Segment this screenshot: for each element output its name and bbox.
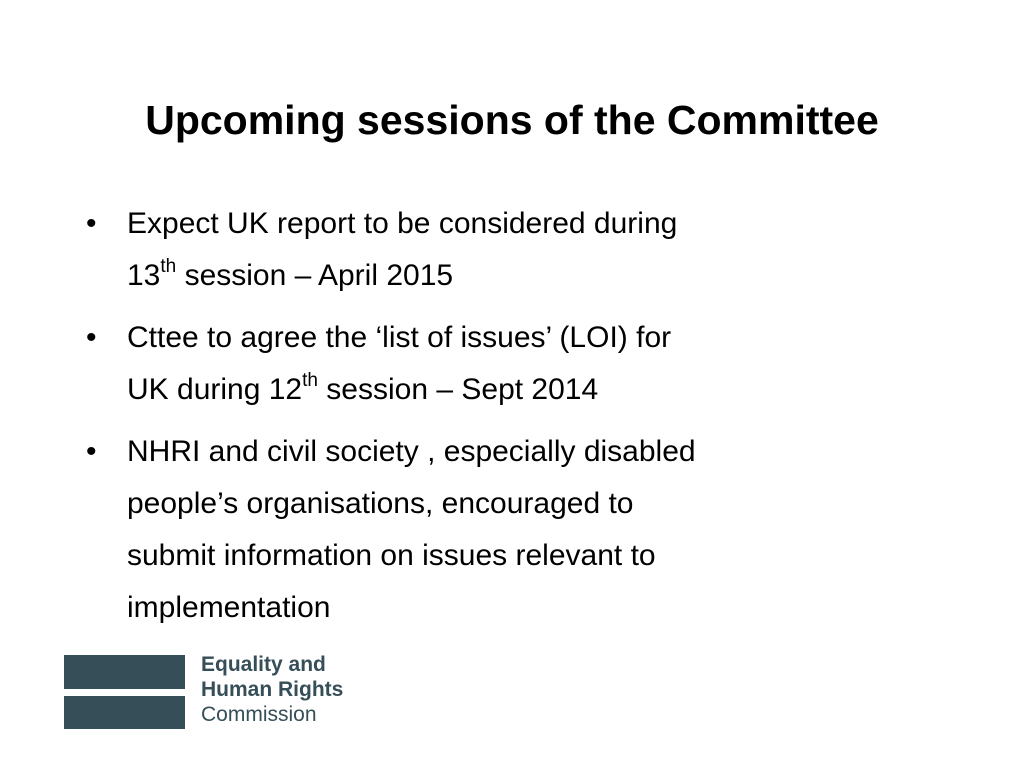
bullet-line: submit information on issues relevant to	[127, 539, 656, 572]
logo-bar-top	[64, 655, 185, 689]
superscript: th	[160, 256, 177, 277]
logo-line: Equality and	[201, 653, 326, 676]
logo-text	[201, 652, 343, 727]
logo-bar-bottom	[64, 696, 185, 729]
bullet-line: implementation	[127, 591, 331, 624]
bullet-text: session – April 2015	[176, 259, 454, 292]
bullet-point-icon: •	[86, 321, 97, 354]
bullet-line	[127, 250, 876, 302]
bullet-item	[86, 312, 876, 416]
bullet-line: people’s organisations, encouraged to	[127, 487, 634, 520]
slide-title: Upcoming sessions of the Committee	[145, 97, 879, 143]
bullet-text: UK during 12	[127, 373, 303, 406]
bullet-line	[127, 364, 876, 416]
logo-line: Commission	[201, 703, 317, 726]
bullet-line: Expect UK report to be considered during	[127, 207, 678, 240]
bullet-text: session – Sept 2014	[317, 373, 599, 406]
bullet-line: NHRI and civil society , especially disabled	[127, 435, 696, 468]
bullet-item	[86, 198, 876, 302]
bullet-point-icon: •	[86, 435, 97, 468]
bullet-item	[86, 426, 876, 634]
bullet-line: Cttee to agree the ‘list of issues’ (LOI) for	[127, 321, 672, 354]
bullet-point-icon: •	[86, 207, 97, 240]
bullet-text: 13	[127, 259, 161, 292]
ehrc-logo	[64, 652, 374, 732]
logo-line: Human Rights	[201, 678, 344, 701]
bullet-list	[86, 198, 876, 644]
superscript: th	[302, 370, 318, 391]
